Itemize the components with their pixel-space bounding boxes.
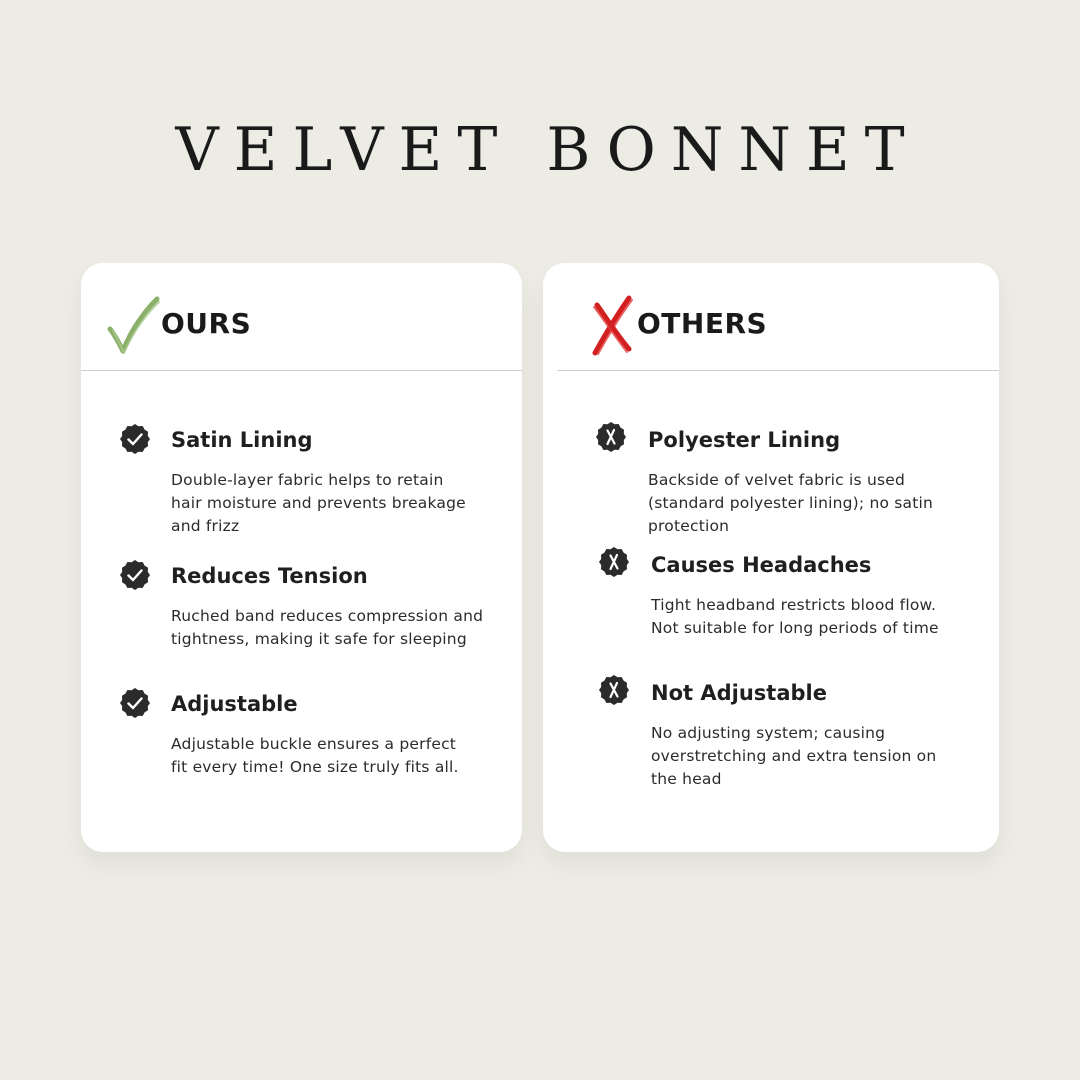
others-card <box>543 263 999 852</box>
ours-divider <box>81 370 522 371</box>
others-header-label: OTHERS <box>637 307 768 340</box>
item-title: Satin Lining <box>171 428 313 452</box>
check-circle-icon <box>119 559 151 591</box>
others-divider <box>557 370 999 371</box>
item-title: Causes Headaches <box>651 553 872 577</box>
item-description: Adjustable buckle ensures a perfect fit every time! One size truly fits all. <box>171 735 459 776</box>
item-description: Double-layer fabric helps to retain hair moisture and prevents breakage and frizz <box>171 471 466 535</box>
check-circle-icon <box>119 423 151 455</box>
x-mark-icon <box>587 295 635 357</box>
item-description: No adjusting system; causing overstretching and extra tension on the head <box>651 724 937 788</box>
item-description: Tight headband restricts blood flow. Not suitable for long periods of time <box>651 596 939 637</box>
x-circle-icon <box>598 674 630 706</box>
x-circle-icon <box>598 546 630 578</box>
page-title: VELVET BONNET <box>175 115 920 185</box>
item-title: Polyester Lining <box>648 428 841 452</box>
ours-header <box>81 289 522 369</box>
x-circle-icon <box>595 421 627 453</box>
item-description: Backside of velvet fabric is used (standard polyester lining); no satin protection <box>648 471 934 535</box>
item-description: Ruched band reduces compression and tightness, making it safe for sleeping <box>171 607 484 648</box>
item-title: Not Adjustable <box>651 681 827 705</box>
check-mark-icon <box>107 295 161 357</box>
others-header <box>543 289 999 369</box>
check-circle-icon <box>119 687 151 719</box>
ours-header-label: OURS <box>161 307 252 340</box>
ours-card <box>81 263 522 852</box>
item-title: Reduces Tension <box>171 564 368 588</box>
item-title: Adjustable <box>171 692 298 716</box>
